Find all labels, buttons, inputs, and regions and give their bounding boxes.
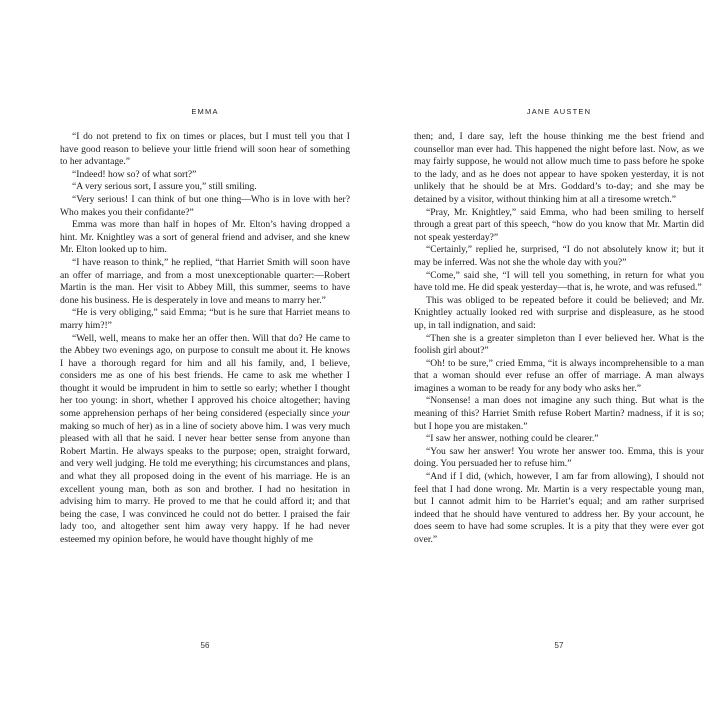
- paragraph: “I saw her answer, nothing could be clearer.”: [426, 433, 599, 445]
- paragraph: This was obliged to be repeated before it could be believed; and Mr. Knightley actually looked red with surprise and displeasure, as he stood up, in tall indignation, and said:: [414, 294, 704, 331]
- paragraph: “I do not pretend to fix on times or places, but I must tell you that I have good reason to believe your little friend will soon hear of something to her advantage.”: [60, 131, 350, 168]
- emphasis: your: [332, 408, 350, 420]
- paragraph: “Pray, Mr. Knightley,” said Emma, who had been smiling to herself through a great part of this speech, “how do you know that Mr. Martin did not speak yesterday?”: [414, 206, 704, 243]
- paragraph: “Nonsense! a man does not imagine any such thing. But what is the meaning of this? Harriet Smith refuse Robert Martin? madness, if it is so; but I hope you are mistaken.”: [414, 395, 704, 432]
- paragraph: “I have reason to think,” he replied, “that Harriet Smith will soon have an offer of marriage, and from a most unexceptionable quarter:—Robert Martin is the man. Her visit to Abbey Mill, this summer, seems to have done his business. He is desperately in love and means to marry her.”: [60, 256, 350, 306]
- running-head-right: JANE AUSTEN: [526, 107, 592, 116]
- paragraph: “Certainly,” replied he, surprised, “I do not absolutely know it; but it may be inferred. Was not she the whole day with you?”: [414, 244, 704, 268]
- paragraph: “He is very obliging,” said Emma; “but is he sure that Harriet means to marry him?!”: [60, 307, 350, 331]
- right-page: [414, 0, 704, 720]
- paragraph: Emma was more than half in hopes of Mr. Elton’s having dropped a hint. Mr. Knightley was a sort of general friend and adviser, and she knew Mr. Elton looked up to him.: [60, 219, 350, 256]
- paragraph-continued: then; and, I dare say, left the house thinking me the best friend and counsellor man ever had. This happened the night before last. Now, as we may fairly suppose, he would not allow much time to pass before he spoke to the lady, and as he does not appear to have spoken yesterday, it is not unlikely that he should be at Mrs. Goddard’s to-day; and she may be detained by a visitor, without thinking him at all a tiresome wretch.”: [414, 131, 704, 205]
- paragraph: “Very serious! I can think of but one thing—Who is in love with her? Who makes you their confidante?”: [60, 193, 350, 218]
- left-page: [60, 0, 350, 720]
- paragraph: “Indeed! how so? of what sort?”: [72, 168, 197, 180]
- paragraph: “Then she is a greater simpleton than I ever believed her. What is the foolish girl about?”: [414, 332, 704, 357]
- page-number-left: 56: [200, 641, 210, 650]
- paragraph: “A very serious sort, I assure you,” still smiling.: [72, 181, 257, 193]
- paragraph: “Come,” said she, “I will tell you something, in return for what you have told me. He did speak yesterday—that is, he wrote, and was refused.”: [414, 269, 704, 294]
- right-page-body: [414, 131, 704, 547]
- page-number-right: 57: [554, 641, 564, 650]
- running-head-left: EMMA: [191, 107, 219, 116]
- paragraph: “You saw her answer! You wrote her answer too. Emma, this is your doing. You persuaded her to refuse him.”: [414, 445, 704, 470]
- paragraph: “And if I did, (which, however, I am far from allowing), I should not feel that I had done wrong. Mr. Martin is a very respectable young man, but I cannot admit him to be Harriet’s equal; and am rather surprised indeed that he should have ventured to address her. By your account, he does seem to have had some scruples. It is a pity that they were ever got over.”: [414, 471, 704, 545]
- left-page-body: [60, 131, 350, 547]
- paragraph: “Oh! to be sure,” cried Emma, “it is always incomprehensible to a man that a woman should ever refuse an offer of marriage. A man always imagines a woman to be ready for any body who asks her.”: [414, 357, 704, 394]
- paragraph: “Well, well, means to make her an offer then. Will that do? He came to the Abbey two evenings ago, on purpose to consult me about it. He knows I have a thorough regard for him and all his family, and, I believe, considers me as one of his best friends. He came to ask me whether I thought it would be imprudent in him to settle so early; whether I thought her too young: in short, whether I approved his choice altogether; having some apprehension perhaps of her being considered (especially since your making so much of her) as in a line of society above him. I was very much pleased with all that he said. I never hear better sense from anyone than Robert Martin. He always speaks to the purpose; open, straight forward, and very well judging. He told me everything; his circumstances and plans, and what they all proposed doing in the event of his marriage. He is an excellent young man, both as son and brother. I had no hesitation in advising him to marry. He proved to me that he could afford it; and that being the case, I was convinced he could not do better. I praised the fair lady too, and altogether sent him away very happy. If he had never esteemed my opinion before, he would have thought highly of me: [60, 332, 350, 545]
